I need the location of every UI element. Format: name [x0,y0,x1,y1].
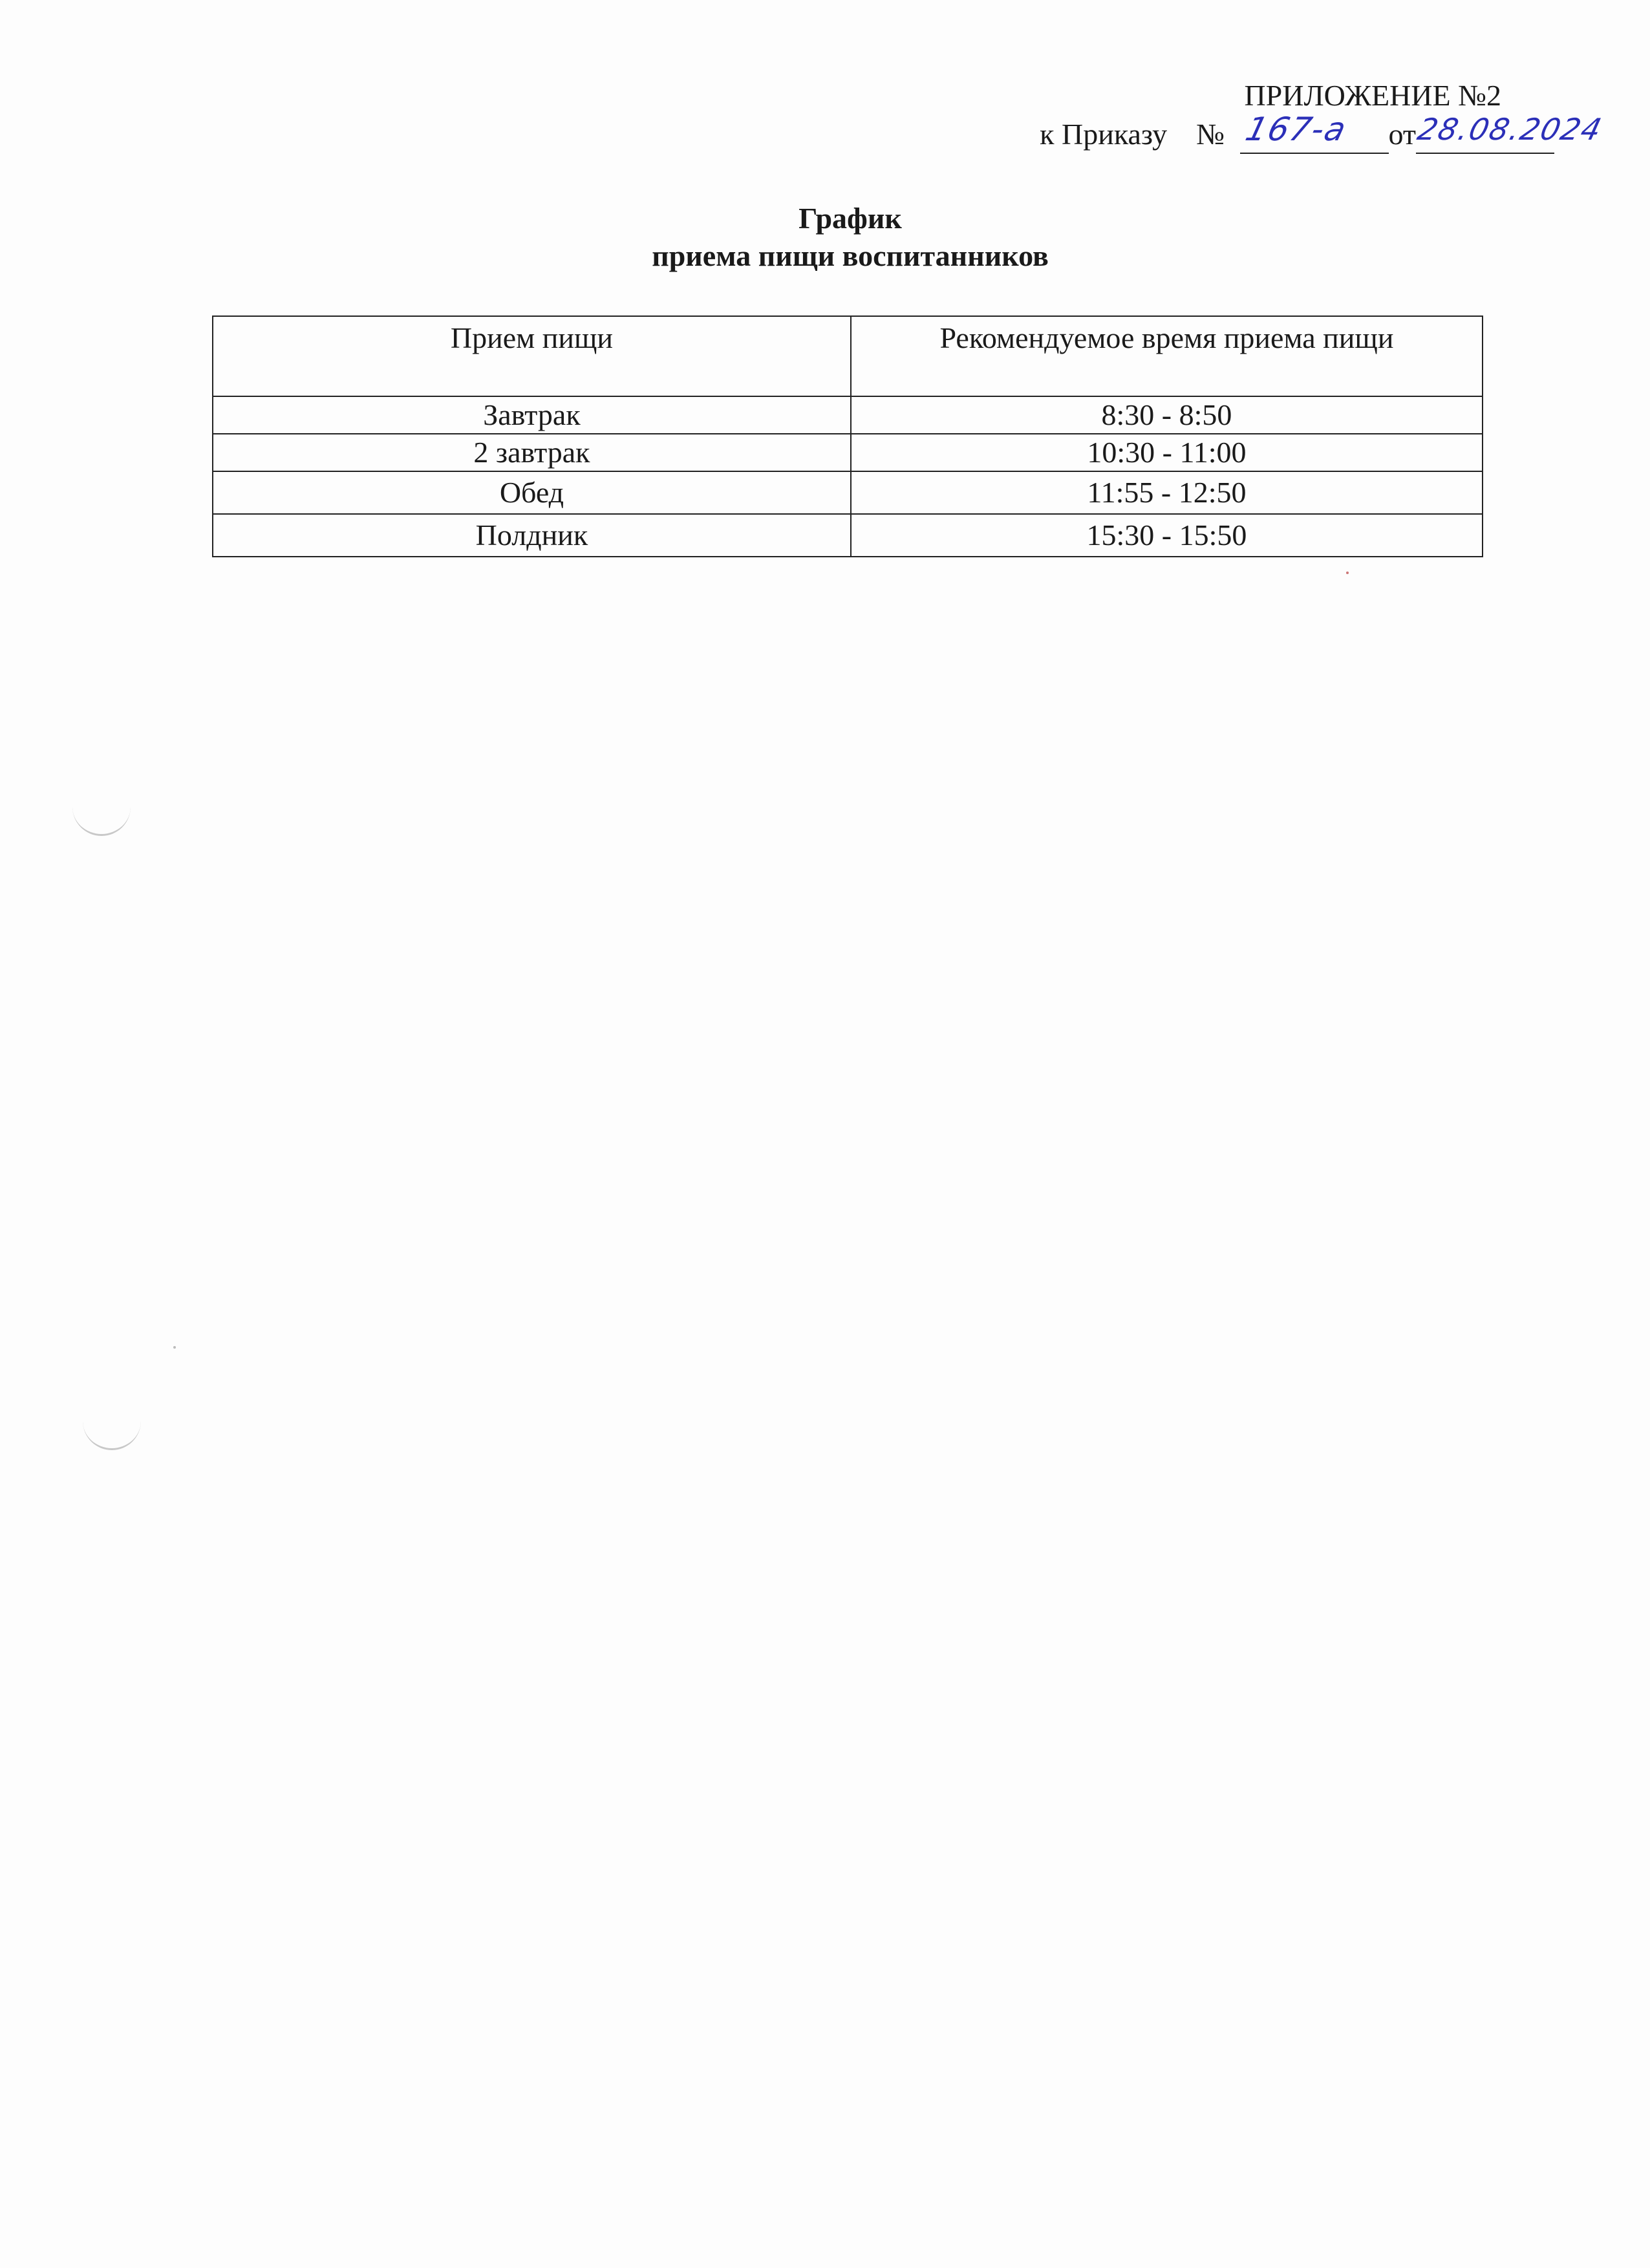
punch-hole-mark [83,1403,141,1450]
number-sign: № [1196,118,1225,151]
meal-cell: Завтрак [213,396,851,434]
table-row [213,396,1483,434]
table-row [213,434,1483,471]
table-row [213,514,1483,557]
column-header-time: Рекомендуемое время приема пищи [851,316,1483,396]
meal-schedule-table [212,316,1483,557]
column-header-meal: Прием пищи [213,316,851,396]
time-cell: 8:30 - 8:50 [851,396,1483,434]
scan-speck [173,1346,176,1349]
order-date-field [1414,112,1607,154]
table-header-row [213,316,1483,396]
scan-speck [1346,572,1349,574]
punch-hole-mark [72,789,131,836]
meal-cell: Полдник [213,514,851,557]
handwritten-order-number: 167-а [1241,111,1351,148]
table-row [213,471,1483,514]
order-number-field [1240,111,1389,154]
date-prefix: от [1388,118,1416,151]
order-reference [1040,111,1607,154]
order-prefix: к Приказу [1040,118,1168,151]
appendix-label: ПРИЛОЖЕНИЕ №2 [1244,79,1501,112]
document-title: График [798,202,902,235]
time-cell: 11:55 - 12:50 [851,471,1483,514]
meal-cell: Обед [213,471,851,514]
time-cell: 15:30 - 15:50 [851,514,1483,557]
time-cell: 10:30 - 11:00 [851,434,1483,471]
document-subtitle: приема пищи воспитанников [652,239,1049,272]
meal-cell: 2 завтрак [213,434,851,471]
handwritten-order-date: 28.08.2024 [1414,112,1607,147]
